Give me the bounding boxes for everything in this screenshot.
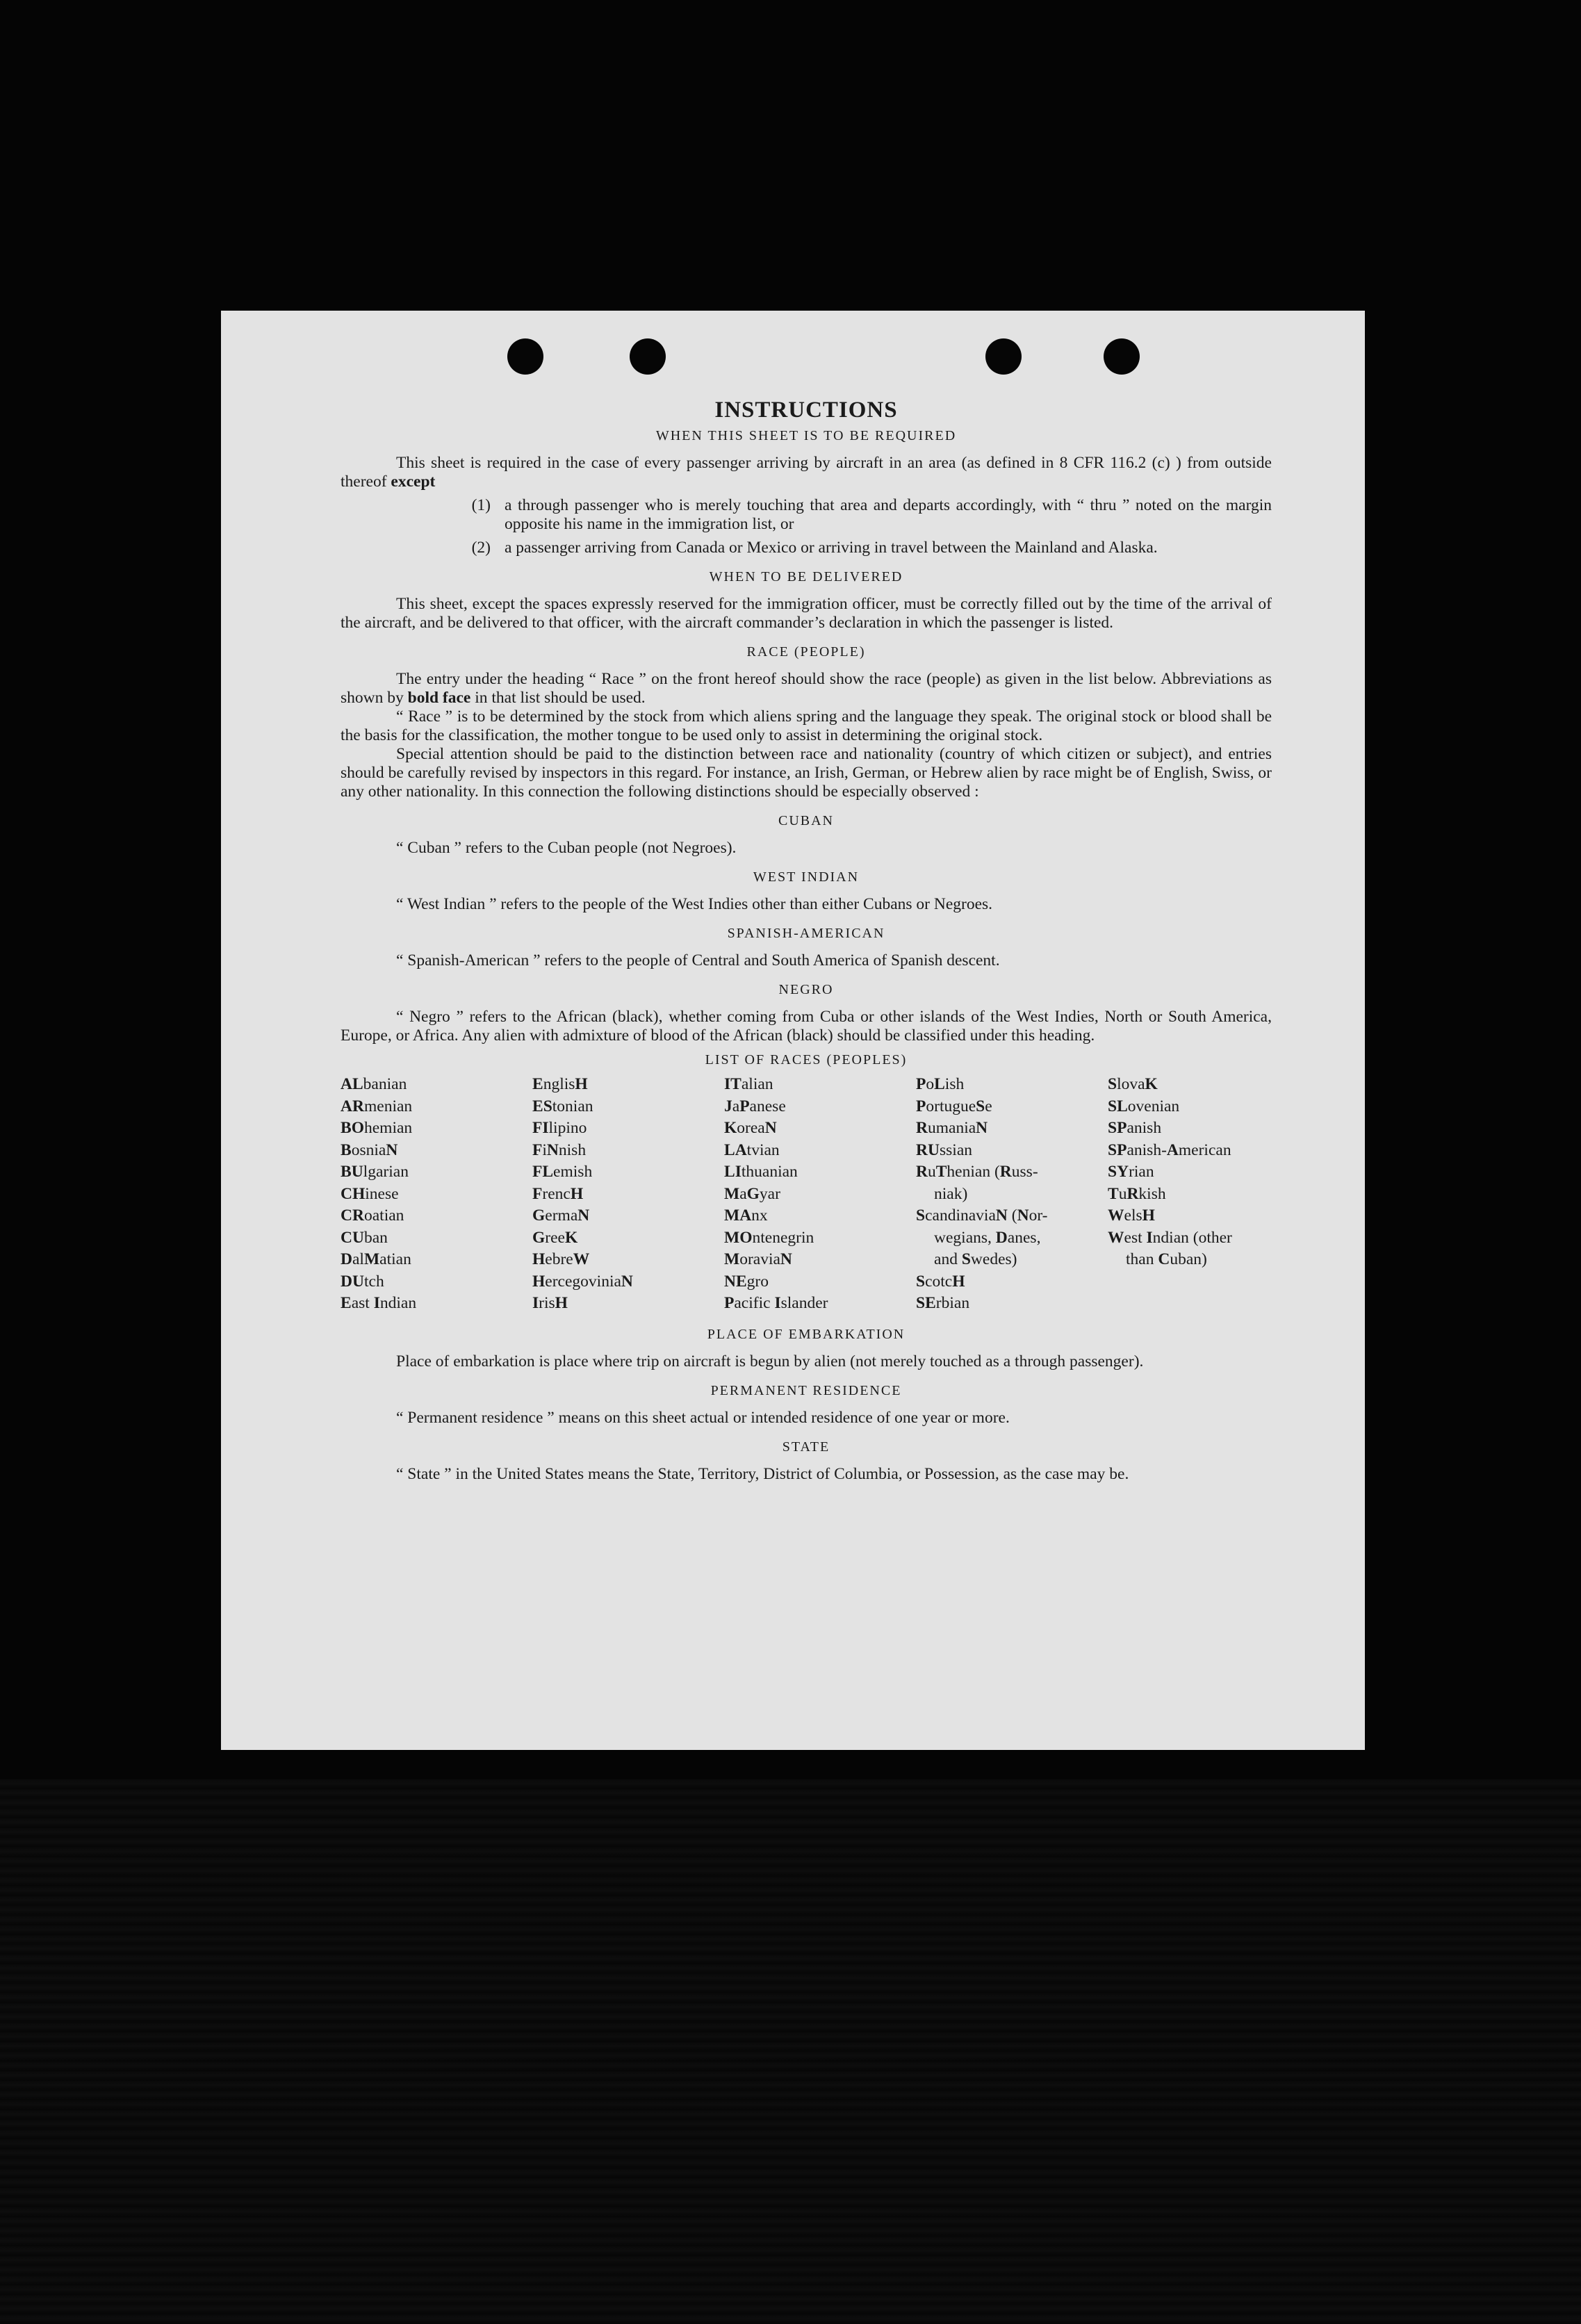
punch-hole [1104, 338, 1140, 375]
race-column [532, 1074, 724, 1315]
bold-term: bold face [407, 689, 471, 707]
race-entry: Pacific Islander [724, 1294, 828, 1312]
race-entry: SPanish [1108, 1119, 1162, 1137]
scan-background [0, 1779, 1581, 2324]
race-entry: PortugueSe [916, 1097, 992, 1115]
race-entry: HercegoviniaN [532, 1272, 633, 1291]
race-entry: BOhemian [341, 1119, 413, 1137]
section-heading-when-delivered: WHEN TO BE DELIVERED [709, 569, 903, 584]
race-entry: ScotcH [916, 1272, 965, 1291]
section-heading-state: STATE [782, 1439, 830, 1455]
race-entry: RUssian [916, 1140, 972, 1159]
race-entry: FiNnish [532, 1140, 587, 1159]
race-entry: JaPanese [724, 1097, 786, 1115]
race-column [1108, 1074, 1272, 1315]
section-heading-cuban: CUBAN [778, 813, 834, 828]
list-item [341, 539, 1272, 557]
race-entry: SlovaK [1108, 1075, 1158, 1093]
race-entry: MoraviaN [724, 1250, 792, 1268]
section-heading-list-of-races: LIST OF RACES (PEOPLES) [705, 1052, 908, 1067]
race-entry: MOntenegrin [724, 1228, 814, 1247]
punch-hole [985, 338, 1022, 375]
paragraph-text: This sheet is required in the case of every passenger arriving by aircraft in an area (as defined in 8 CFR 116.2 (c) ) from outside thereof [341, 454, 1272, 491]
race-entry: FLemish [532, 1163, 593, 1181]
race-entry: CUban [341, 1228, 388, 1247]
race-entry: BosniaN [341, 1140, 398, 1159]
race-entry: BUlgarian [341, 1163, 409, 1181]
paragraph-west-indian: “ West Indian ” refers to the people of the West Indies other than either Cubans or Negroes. [396, 895, 993, 913]
race-entry: LIthuanian [724, 1163, 798, 1181]
punch-hole [507, 338, 543, 375]
race-entry: CRoatian [341, 1206, 404, 1225]
race-entry: ITalian [724, 1075, 773, 1093]
race-column [341, 1074, 532, 1315]
race-entry: East Indian [341, 1294, 417, 1312]
race-entry: EStonian [532, 1097, 593, 1115]
race-entry: West Indian (other [1108, 1228, 1232, 1247]
sheet-content [341, 398, 1272, 1484]
race-entry: GermaN [532, 1206, 590, 1225]
race-entry: RumaniaN [916, 1119, 988, 1137]
section-heading-race: RACE (PEOPLE) [746, 644, 866, 660]
paragraph-text: The entry under the heading “ Race ” on the front hereof should show the race (people) as given in the list below. Abbreviations as shown by [341, 670, 1272, 707]
race-entry: SYrian [1108, 1163, 1154, 1181]
race-entry: DalMatian [341, 1250, 411, 1268]
instruction-sheet [221, 311, 1365, 1750]
paragraph-race-1 [341, 670, 1272, 707]
race-entry: ALbanian [341, 1075, 407, 1093]
race-entry: CHinese [341, 1184, 399, 1203]
race-entry: LAtvian [724, 1140, 780, 1159]
paragraph-when-required [341, 454, 1272, 491]
race-entry: SErbian [916, 1294, 970, 1312]
race-entry: MAnx [724, 1206, 768, 1225]
race-entry: RuThenian (Russ- [916, 1163, 1038, 1181]
section-heading-permanent-residence: PERMANENT RESIDENCE [710, 1382, 902, 1398]
race-entry: HebreW [532, 1250, 590, 1268]
item-text: a through passenger who is merely touching that area and departs accordingly, with “ thru ” noted on the margin opposite his name in the immigration list, or [505, 496, 1272, 533]
race-entry: ARmenian [341, 1097, 413, 1115]
paragraph-negro: “ Negro ” refers to the African (black), whether coming from Cuba or other islands of the West Indies, North or South America, Europe, or Africa. Any alien with admixture of blood of the African (black) should be classified under this heading. [341, 1008, 1272, 1045]
race-entry: WelsH [1108, 1206, 1155, 1225]
section-heading-spanish-american: SPANISH-AMERICAN [727, 926, 885, 941]
item-number: (2) [471, 539, 491, 557]
race-entry: GreeK [532, 1228, 578, 1247]
paragraph-permanent-residence: “ Permanent residence ” means on this sheet actual or intended residence of one year or more. [396, 1408, 1010, 1427]
race-entry: KoreaN [724, 1119, 777, 1137]
race-entry: wegians, Danes, [934, 1228, 1041, 1247]
section-heading-place-of-embarkation: PLACE OF EMBARKATION [707, 1326, 906, 1342]
race-entry: SLovenian [1108, 1097, 1180, 1115]
punch-hole [630, 338, 666, 375]
race-entry: FIlipino [532, 1119, 587, 1137]
paragraph-state: “ State ” in the United States means the State, Territory, District of Columbia, or Possession, as the case may be. [396, 1464, 1129, 1483]
race-entry: DUtch [341, 1272, 384, 1291]
race-column [724, 1074, 916, 1315]
paragraph-when-delivered: This sheet, except the spaces expressly reserved for the immigration officer, must be correctly filled out by the time of the arrival of the aircraft, and be delivered to that officer, with the aircraft commander’s declaration in which the passenger is listed. [341, 595, 1272, 632]
section-heading-negro: NEGRO [778, 982, 834, 997]
race-entry: EnglisH [532, 1075, 588, 1093]
race-entry: niak) [934, 1184, 968, 1203]
race-entry: PoLish [916, 1075, 965, 1093]
paragraph-text: in that list should be used. [475, 689, 646, 707]
paragraph-race-3: Special attention should be paid to the distinction between race and nationality (country of which citizen or subject), and entries should be carefully revised by inspectors in this regard. For instance, an Irish, German, or Hebrew alien by race might be of English, Swiss, or any other nationality. In this connection the following distinctions should be especially observed : [341, 745, 1272, 801]
section-heading-west-indian: WEST INDIAN [753, 869, 860, 885]
paragraph-cuban: “ Cuban ” refers to the Cuban people (not Negroes). [396, 839, 737, 857]
race-column [916, 1074, 1108, 1315]
race-entry: than Cuban) [1126, 1250, 1207, 1268]
item-text: a passenger arriving from Canada or Mexico or arriving in travel between the Mainland and Alaska. [505, 539, 1158, 557]
paragraph-race-2: “ Race ” is to be determined by the stock from which aliens spring and the language they speak. The original stock or blood shall be the basis for the classification, the mother tongue to be used only to assist in determining the original stock. [341, 707, 1272, 744]
race-entry: and Swedes) [934, 1250, 1017, 1268]
page-title: INSTRUCTIONS [714, 398, 898, 423]
list-item [341, 496, 1272, 534]
paragraph-spanish-american: “ Spanish-American ” refers to the people of Central and South America of Spanish descent. [396, 951, 1000, 969]
paragraph-place-of-embarkation: Place of embarkation is place where trip on aircraft is begun by alien (not merely touched as a through passenger). [396, 1352, 1144, 1370]
race-list [341, 1074, 1272, 1315]
section-heading-when-required: WHEN THIS SHEET IS TO BE REQUIRED [655, 428, 957, 443]
race-entry: MaGyar [724, 1184, 780, 1203]
bold-term: except [391, 473, 436, 491]
item-number: (1) [471, 496, 491, 514]
race-entry: TuRkish [1108, 1184, 1166, 1203]
race-entry: SPanish-American [1108, 1140, 1231, 1159]
race-entry: FrencH [532, 1184, 584, 1203]
race-entry: ScandinaviaN (Nor- [916, 1206, 1048, 1225]
race-entry: NEgro [724, 1272, 769, 1291]
race-entry: IrisH [532, 1294, 568, 1312]
